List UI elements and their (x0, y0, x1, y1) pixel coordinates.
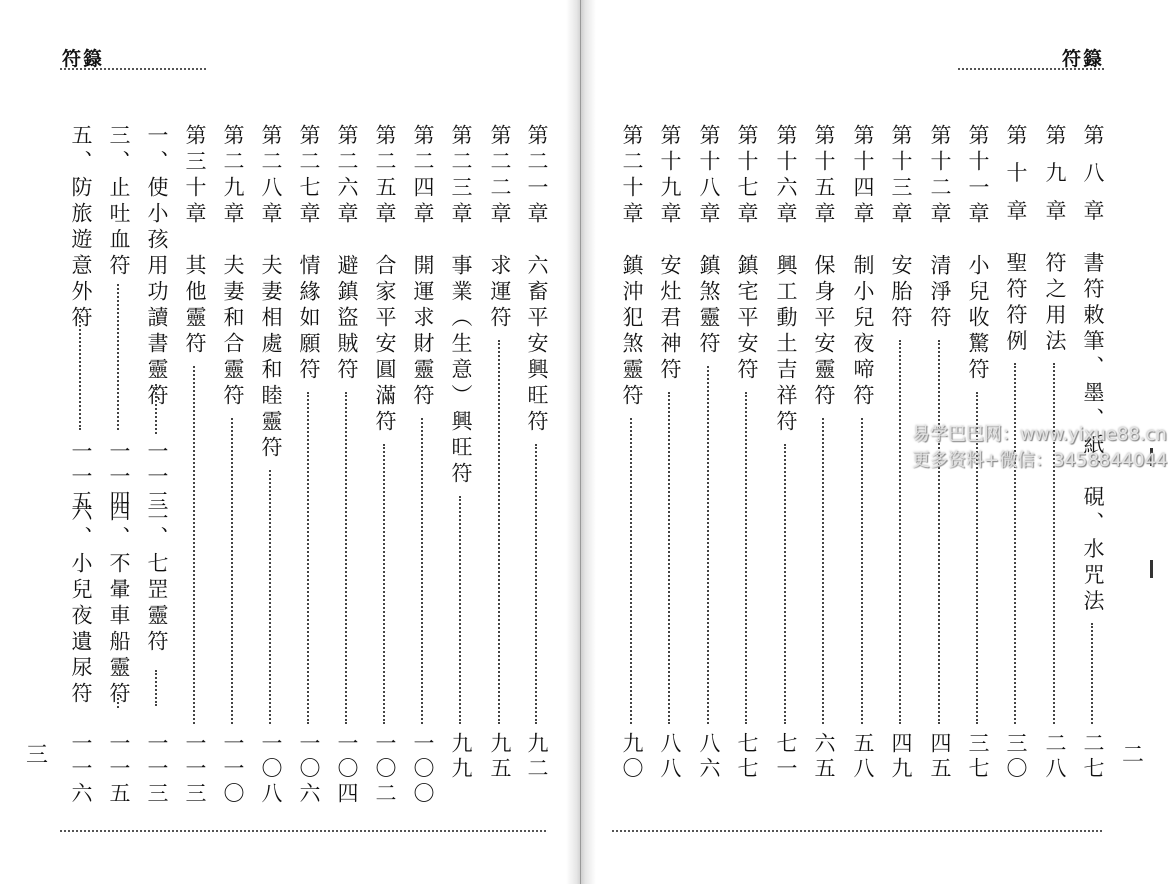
toc-entry-title: 第二七章 情緣如願符 (297, 124, 321, 384)
toc-leader-dots (1014, 363, 1016, 724)
toc-leader-dots (535, 444, 537, 724)
toc-entry-page: 九九 (449, 732, 473, 782)
toc-sub-entry-page: 一一三 (145, 732, 169, 807)
toc-leader-dots (822, 418, 824, 724)
toc-entry-page: 六五 (812, 732, 836, 782)
toc-entry-page: 三〇 (1004, 732, 1028, 782)
toc-entry-ch22[interactable] (485, 124, 515, 782)
toc-entry-title: 第十五章 保身平安靈符 (812, 124, 836, 410)
toc-leader-dots (861, 418, 863, 724)
toc-leader-dots (117, 284, 119, 430)
toc-sub-entry-title[interactable]: 五、防旅遊意外符 (69, 124, 93, 332)
toc-leader-dots (155, 670, 157, 706)
toc-entry-title: 第二五章 合家平安圓滿符 (373, 124, 397, 436)
toc-entry-page: 一〇二 (373, 732, 397, 807)
watermark-line-2: 更多资料+微信：3458844044 (912, 450, 1168, 471)
watermark-line-1: 易学巴巴网：www.yixue88.cn (912, 424, 1167, 445)
toc-leader-dots (1091, 623, 1093, 724)
toc-sub-column-3 (66, 124, 96, 807)
toc-entry-page: 四五 (928, 732, 952, 782)
toc-entry-page: 一〇〇 (411, 732, 435, 807)
toc-leader-dots (630, 418, 632, 724)
toc-entry-page: 三七 (966, 732, 990, 782)
toc-entry-title: 第二一章 六畜平安興旺符 (525, 124, 549, 436)
toc-entry-page: 二八 (1043, 732, 1067, 782)
toc-entry-page: 一〇八 (259, 732, 283, 807)
toc-entry-ch21[interactable] (522, 124, 552, 782)
toc-entry-page: 七一 (774, 732, 798, 782)
toc-leader-dots (383, 444, 385, 724)
toc-leader-dots (938, 340, 940, 724)
scan-edge-mark (1150, 560, 1153, 578)
toc-sub-entry-page: 一一六 (69, 732, 93, 807)
toc-sub-column-2 (104, 124, 134, 807)
toc-entry-ch24[interactable] (408, 124, 438, 807)
watermark-text (912, 422, 1168, 474)
toc-entry-title: 第十八章 鎮煞靈符 (697, 124, 721, 358)
toc-leader-dots (345, 392, 347, 724)
toc-sub-entry-title[interactable]: 六、小兒夜遺尿符 (69, 500, 93, 708)
toc-entry-title: 第十四章 制小兒夜啼符 (851, 124, 875, 410)
toc-entry-ch23[interactable] (446, 124, 476, 782)
toc-leader-dots (155, 384, 157, 434)
toc-entry-page: 一〇四 (335, 732, 359, 807)
toc-sub-entry-page: 一一四 (107, 440, 131, 515)
top-left-dotted-rule (60, 68, 206, 70)
toc-sub-entry-title[interactable]: 一、使小孩用功讀書靈符 (145, 124, 169, 410)
bottom-left-dotted-rule (60, 830, 546, 832)
toc-entry-title: 第十二章 清淨符 (928, 124, 952, 332)
toc-entry-title: 第三十章 其他靈符 (183, 124, 207, 358)
toc-leader-dots (269, 470, 271, 724)
right-page-number: 二 (1122, 743, 1145, 768)
toc-entry-ch14[interactable] (848, 124, 878, 782)
toc-leader-dots (421, 418, 423, 724)
toc-entry-title: 第二六章 避鎮盜賊符 (335, 124, 359, 384)
toc-entry-title: 第 九 章 符之用法 (1043, 124, 1067, 356)
toc-entry-page: 四九 (889, 732, 913, 782)
toc-sub-entry-page: 一一五 (69, 440, 93, 515)
toc-entry-page: 一一三 (183, 732, 207, 807)
toc-entry-page: 七七 (735, 732, 759, 782)
toc-entry-title: 第二三章 事業（生意）興旺符 (449, 124, 473, 488)
toc-entry-ch19[interactable] (655, 124, 685, 782)
toc-entry-title: 第二二章 求運符 (488, 124, 512, 332)
toc-leader-dots (745, 392, 747, 724)
toc-entry-page: 一一〇 (221, 732, 245, 807)
bottom-right-dotted-rule (612, 830, 1102, 832)
toc-leader-dots (707, 366, 709, 724)
toc-entry-title: 第十一章 小兒收驚符 (966, 124, 990, 384)
toc-entry-title: 第 十 章 聖符符例 (1004, 124, 1028, 356)
toc-sub-entry-title[interactable]: 二、七罡靈符 (145, 500, 169, 656)
toc-entry-ch15[interactable] (809, 124, 839, 782)
toc-leader-dots (117, 694, 119, 708)
gutter-line (580, 0, 581, 884)
toc-entry-ch16[interactable] (771, 124, 801, 782)
toc-entry-title: 第二十章 鎮沖犯煞靈符 (620, 124, 644, 410)
toc-entry-title: 第二四章 開運求財靈符 (411, 124, 435, 410)
toc-entry-ch18[interactable] (694, 124, 724, 782)
toc-entry-page: 二七 (1081, 732, 1105, 782)
toc-entry-title: 第 八 章 書符敕筆、墨、紙、硯、水咒法 (1081, 124, 1105, 616)
left-page-number: 三 (26, 743, 49, 768)
toc-leader-dots (498, 340, 500, 724)
toc-entry-page: 九〇 (620, 732, 644, 782)
toc-entry-page: 五八 (851, 732, 875, 782)
toc-entry-title: 第十六章 興工動土吉祥符 (774, 124, 798, 436)
toc-entry-ch27[interactable] (294, 124, 324, 807)
toc-leader-dots (1053, 363, 1055, 724)
toc-entry-ch17[interactable] (732, 124, 762, 782)
toc-leader-dots (784, 444, 786, 724)
toc-entry-title: 第二八章 夫妻相處和睦靈符 (259, 124, 283, 462)
toc-entry-ch26[interactable] (332, 124, 362, 807)
toc-entry-page: 八六 (697, 732, 721, 782)
toc-entry-ch30[interactable] (180, 124, 210, 807)
toc-entry-page: 八八 (658, 732, 682, 782)
toc-sub-entry-page: 一一五 (107, 732, 131, 807)
toc-entry-title: 第十三章 安胎符 (889, 124, 913, 332)
toc-leader-dots (668, 392, 670, 724)
toc-entry-page: 九二 (525, 732, 549, 782)
toc-entry-ch20[interactable] (617, 124, 647, 782)
book-gutter (566, 0, 596, 884)
toc-leader-dots (459, 496, 461, 724)
toc-sub-entry-page: 一一三 (145, 440, 169, 515)
toc-entry-title: 第十九章 安灶君神符 (658, 124, 682, 384)
toc-leader-dots (307, 392, 309, 724)
toc-entry-page: 九五 (488, 732, 512, 782)
toc-entry-title: 第二九章 夫妻和合靈符 (221, 124, 245, 410)
toc-leader-dots (193, 366, 195, 724)
toc-entry-ch28[interactable] (256, 124, 286, 807)
top-right-dotted-rule (958, 68, 1104, 70)
right-running-header: 符籙 (1062, 48, 1105, 70)
toc-entry-page: 一〇六 (297, 732, 321, 807)
toc-entry-ch25[interactable] (370, 124, 400, 807)
toc-leader-dots (899, 340, 901, 724)
toc-sub-entry-title[interactable]: 三、止吐血符 (107, 124, 131, 280)
toc-sub-column-1 (142, 124, 172, 807)
toc-entry-ch29[interactable] (218, 124, 248, 807)
left-running-header: 符籙 (62, 48, 105, 70)
toc-leader-dots (231, 418, 233, 724)
toc-sub-entry-title[interactable]: 四、不暈車船靈符 (107, 500, 131, 708)
toc-entry-title: 第十七章 鎮宅平安符 (735, 124, 759, 384)
toc-leader-dots (79, 314, 81, 430)
